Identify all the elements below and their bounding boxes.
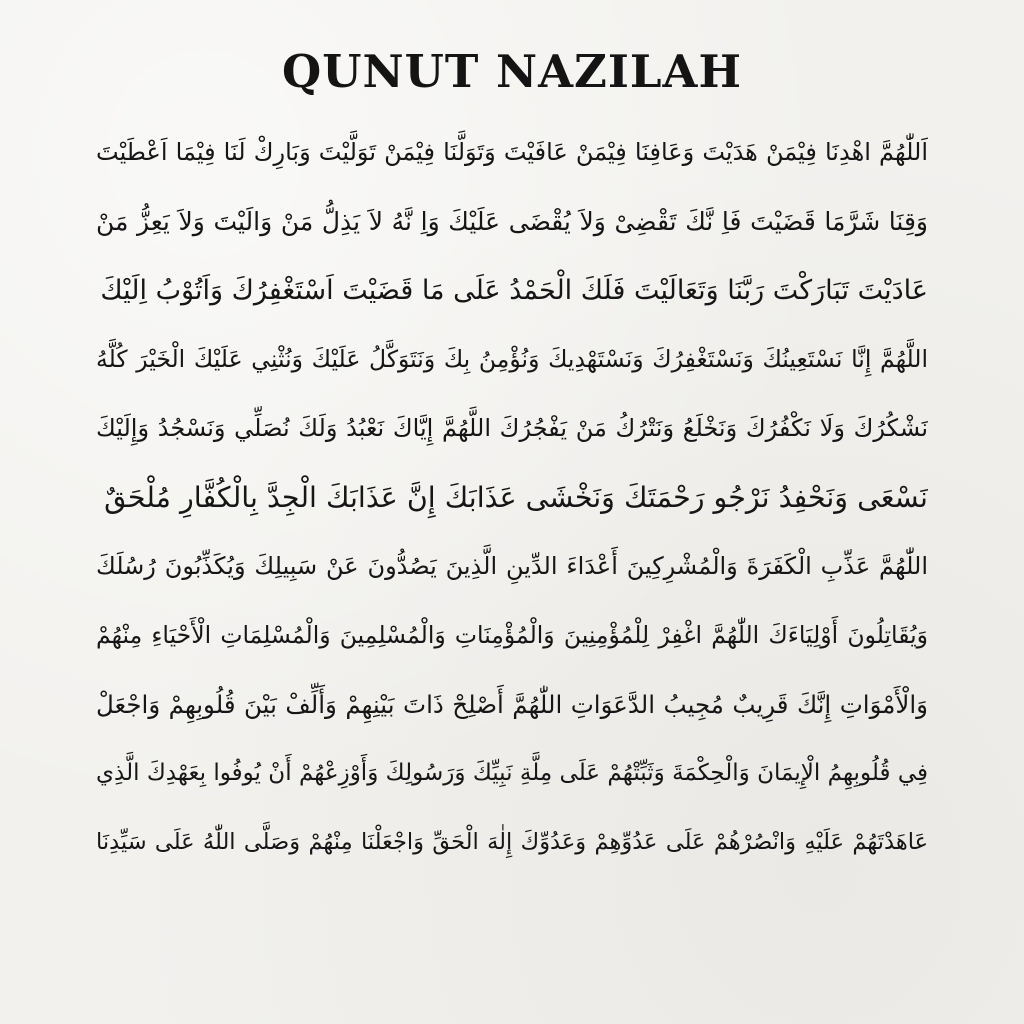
prayer-line: عَادَيْتَ تَبَارَكْتَ رَبَّنَا وَتَعَالَيْتَ فَلَكَ الْحَمْدُ عَلَى مَا قَضَيْتَ اَسْتَغْفِرُكَ وَاَتُوْبُ اِلَيْكَ [100,275,928,306]
prayer-line: وَقِنَا شَرَّمَا قَضَيْتَ فَاِ نَّكَ تَقْضِىْ وَلاَ يُقْضَى عَلَيْكَ وَاِ نَّهُ لاَ يَذِلُّ مَنْ وَالَيْتَ وَلاَ يَعِزُّ مَنْ [96,207,928,236]
page-title: QUNUT NAZILAH [282,45,742,98]
prayer-line: وَيُقَاتِلُونَ أَوْلِيَاءَكَ اللّٰهُمَّ اغْفِرْ لِلْمُؤْمِنِينَ وَالْمُؤْمِنَاتِ وَالْمُسْلِمِينَ وَالْمُسْلِمَاتِ الْأَحْيَاءِ مِنْهُمْ [96,621,928,649]
prayer-line: نَشْكُرُكَ وَلَا نَكْفُرُكَ وَنَخْلَعُ وَنَتْرُكُ مَنْ يَفْجُرُكَ اللَّهُمَّ إِيَّاكَ نَعْبُدُ وَلَكَ نُصَلِّي وَنَسْجُدُ وَإِلَيْكَ [96,414,928,442]
prayer-line: وَالْأَمْوَاتِ إِنَّكَ قَرِيبٌ مُجِيبُ الدَّعَوَاتِ اللّٰهُمَّ أَصْلِحْ ذَاتَ بَيْنِهِمْ وَأَلِّفْ بَيْنَ قُلُوبِهِمْ وَاجْعَلْ [96,690,928,719]
prayer-line: فِي قُلُوبِهِمُ الْإِيمَانَ وَالْحِكْمَةَ وَثَبِّتْهُمْ عَلَى مِلَّةِ نَبِيِّكَ وَرَسُولِكَ وَأَوْزِعْهُمْ أَنْ يُوفُوا بِعَهْدِكَ الَّذِي [96,760,928,786]
prayer-line: عَاهَدْتَهُمْ عَلَيْهِ وَانْصُرْهُمْ عَلَى عَدُوِّهِمْ وَعَدُوِّكَ إِلٰهَ الْحَقِّ وَاجْعَلْنَا مِنْهُمْ وَصَلَّى اللّٰهُ عَلَى سَيِّدِنَا [96,829,928,855]
prayer-line: اَللّٰهُمَّ اهْدِنَا فِيْمَنْ هَدَيْتَ وَعَافِنَا فِيْمَنْ عَافَيْتَ وَتَوَلَّنَا فِيْمَنْ تَوَلَّيْتَ وَبَارِكْ لَنَا فِيْمَا اَعْطَيْتَ [96,138,928,166]
prayer-line: اللّٰهُمَّ عَذِّبِ الْكَفَرَةَ وَالْمُشْرِكِينَ أَعْدَاءَ الدِّينِ الَّذِينَ يَصُدُّونَ عَنْ سَبِيلِكَ وَيُكَذِّبُونَ رُسُلَكَ [96,552,928,580]
prayer-line: اللَّهُمَّ إِنَّا نَسْتَعِينُكَ وَنَسْتَغْفِرُكَ وَنَسْتَهْدِيكَ وَنُؤْمِنُ بِكَ وَنَتَوَكَّلُ عَلَيْكَ وَنُثْنِي عَلَيْكَ الْخَيْرَ كُلَّهُ [96,345,928,373]
prayer-text [96,118,928,877]
prayer-line: نَسْعَى وَنَحْفِدُ نَرْجُو رَحْمَتَكَ وَنَخْشَى عَذَابَكَ إِنَّ عَذَابَكَ الْجِدَّ بِالْكُفَّارِ مُلْحَقٌ [104,481,928,514]
